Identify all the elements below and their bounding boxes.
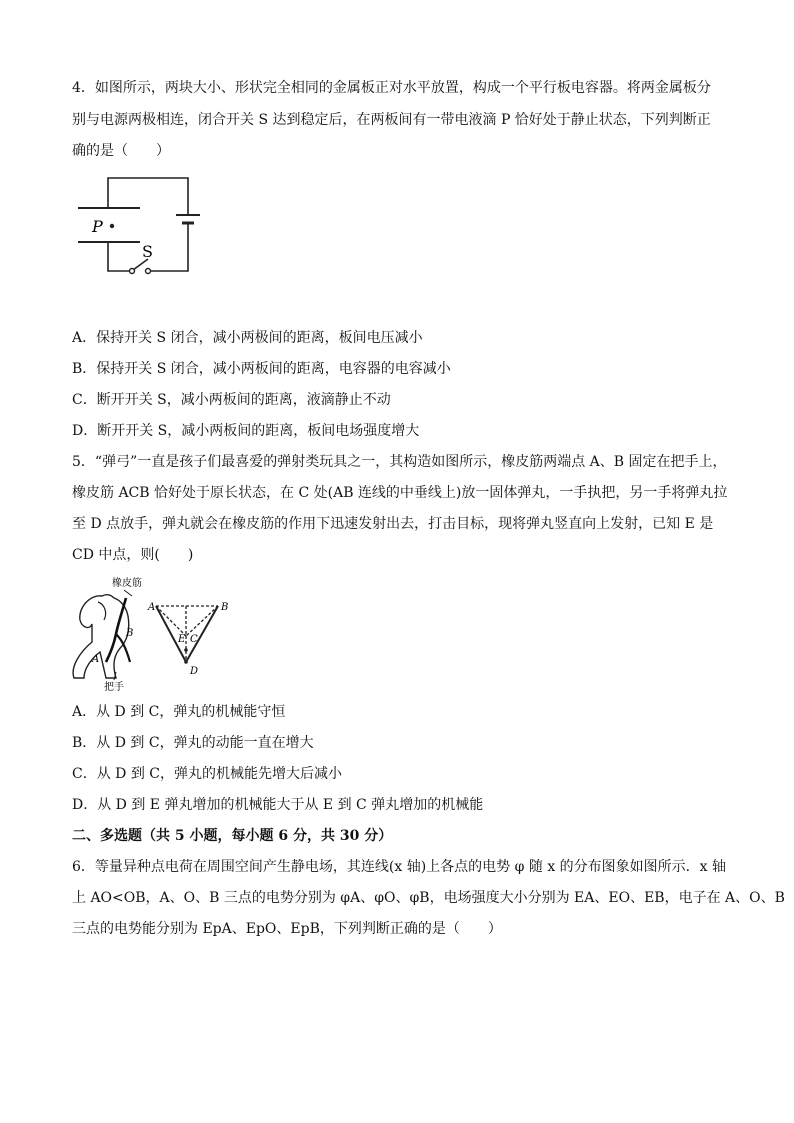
handle-label-b: B xyxy=(126,628,134,639)
q4-stem-line-2: 别与电源两极相连，闭合开关 S 达到稳定后，在两板间有一带电液滴 P 恰好处于静止状态，下列判断正 xyxy=(72,112,711,128)
q5-option-a: A．从 D 到 C，弹丸的机械能守恒 xyxy=(72,704,286,720)
label-c: C xyxy=(190,634,198,645)
label-a: A xyxy=(148,602,156,613)
label-band: 橡皮筋 xyxy=(112,578,142,589)
droplet-p xyxy=(110,224,114,228)
q5-option-b: B．从 D 到 C，弹丸的动能一直在增大 xyxy=(72,735,314,751)
handle-label-a: A xyxy=(92,654,100,665)
switch-contact xyxy=(130,269,135,274)
capacitor-circuit-figure xyxy=(70,170,220,280)
q4-stem-line-3: 确的是（ ） xyxy=(72,143,170,159)
q6-stem-line-3: 三点的电势能分别为 EpA、EpO、EpB，下列判断正确的是（ ） xyxy=(72,921,502,937)
point-e xyxy=(184,648,188,652)
label-handle: 把手 xyxy=(104,682,124,692)
q5-stem-line-3: 至 D 点放手，弹丸就会在橡皮筋的作用下迅速发射出去，打击目标，现将弹丸竖直向上发射，已知 E 是 xyxy=(72,516,714,532)
q5-option-d: D．从 D 到 E 弹丸增加的机械能大于从 E 到 C 弹丸增加的机械能 xyxy=(72,797,484,813)
section-heading: 二、多选题（共 5 小题，每小题 6 分，共 30 分） xyxy=(72,828,393,844)
label-d: D xyxy=(190,666,199,677)
q4-option-c: C．断开开关 S，减小两板间的距离，液滴静止不动 xyxy=(72,392,391,408)
q6-stem-line-2: 上 AO<OB，A、O、B 三点的电势分别为 φA、φO、φB，电场强度大小分别为 EA、EO、EB，电子在 A、O、B xyxy=(72,890,785,906)
q5-stem-line-2: 橡皮筋 ACB 恰好处于原长状态，在 C 处(AB 连线的中垂线上)放一固体弹丸，一手执把，另一手将弹丸拉 xyxy=(72,485,728,501)
q4-option-d: D．断开开关 S，减小两板间的距离，板间电场强度增大 xyxy=(72,423,420,439)
q5-option-c: C．从 D 到 C，弹丸的机械能先增大后减小 xyxy=(72,766,342,782)
q5-stem-line-1: 5．“弹弓”一直是孩子们最喜爱的弹射类玩具之一，其构造如图所示，橡皮筋两端点 A、B 固定在把手上， xyxy=(72,454,727,470)
q4-option-b: B．保持开关 S 闭合，减小两板间的距离，电容器的电容减小 xyxy=(72,361,451,377)
q4-option-a: A．保持开关 S 闭合，减小两极间的距离，板间电压减小 xyxy=(72,330,423,346)
q6-stem-line-1: 6．等量异种点电荷在周围空间产生静电场，其连线(x 轴)上各点的电势 φ 随 x 的分布图象如图所示．x 轴 xyxy=(72,859,727,875)
label-p: P xyxy=(92,217,103,236)
q5-stem-line-4: CD 中点，则( ) xyxy=(72,547,194,563)
slingshot-figure xyxy=(70,572,250,692)
point-d xyxy=(184,660,188,664)
q4-stem-line-1: 4．如图所示，两块大小、形状完全相同的金属板正对水平放置，构成一个平行板电容器。将两金属板分 xyxy=(72,80,711,96)
handle-outline xyxy=(73,595,129,678)
label-s: S xyxy=(142,242,153,261)
label-e: E xyxy=(178,634,186,645)
switch-contact xyxy=(146,269,151,274)
label-b: B xyxy=(221,602,229,613)
